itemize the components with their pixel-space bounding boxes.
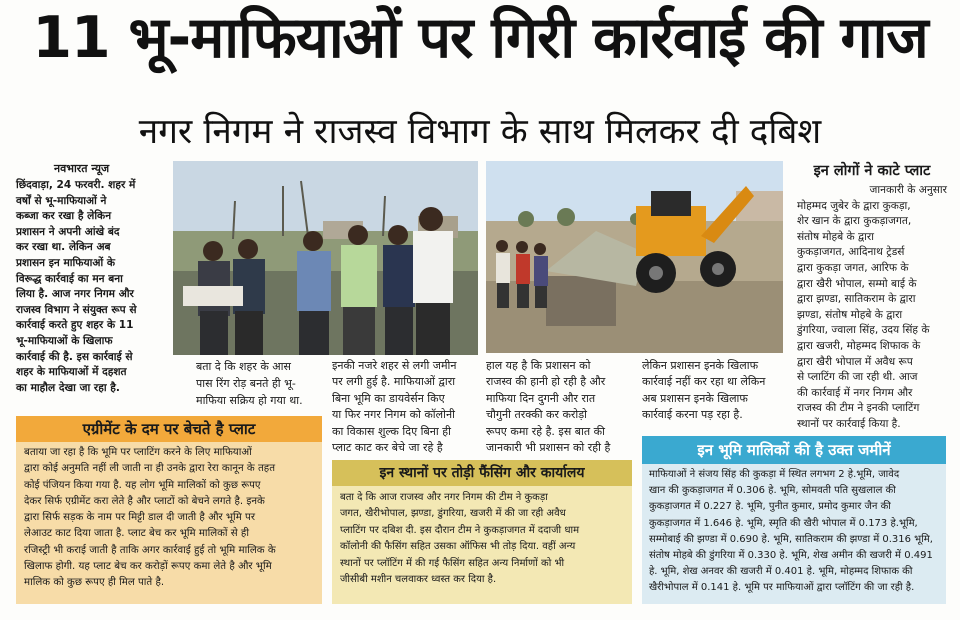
sidebar-line: स्थानों पर कार्रवाई किया है.	[797, 417, 901, 430]
sidebar-line: शेर खान के द्वारा कुकड़ाजगत,	[797, 215, 912, 228]
places-text	[332, 486, 632, 588]
text-line: कॉलोनी की फैसिंग सहित उसका ऑफिस भी तोड़ दिया. वहीं अन्य	[340, 541, 576, 553]
text-line: द्वारा कोई अनुमति नहीं ली जाती ना ही उनके द्वारा रेरा कानून के तहत	[24, 463, 276, 475]
text-line: खिलाफ होगी. यह प्लाट बेच कर करोड़ों रूपए कमा लेते है और भूमि	[24, 561, 272, 573]
intro-line: शहर के माफियाओं में दहशत	[16, 366, 127, 379]
caption-line: पास रिंग रोड़ बनते ही भू-	[196, 377, 296, 390]
byline: नवभारत न्यूज	[54, 162, 110, 175]
text-line: लेआउट काट दिया जाता है. प्लाट बेच कर भूमि मालिकों से ही	[24, 528, 249, 540]
text-line: या फिर नगर निगम को कॉलोनी	[332, 408, 455, 422]
text-line: अब प्रशासन इनके खिलाफ	[642, 391, 748, 405]
text-line: कोई पंजियन किया गया है. यह लोग भूमि मालिकों को कुछ रूपए	[24, 479, 261, 491]
sidebar-line: राजस्व की टीम ने इनकी प्लाटिंग	[797, 402, 920, 415]
intro-line: लिया है. आज नगर निगम और	[16, 288, 134, 301]
sidebar-line: डुंगरिया, ज्वाला सिंह, उदय सिंह के	[797, 324, 930, 337]
text-line: कुकड़ाजगत में 0.227 हे. भूमि, पुनीत कुमार, प्रमोद कुमार जैन की	[649, 501, 891, 513]
sidebar-line: द्वारा खैरी भोपाल में अवैध रूप	[797, 355, 913, 368]
intro-line: छिंदवाड़ा, 24 फरवरी. शहर में	[16, 179, 136, 191]
sidebar-line: संतोष मोहबे के द्वारा	[797, 230, 874, 243]
text-line: देकर सिर्फ एग्रीमेंट करा लेते है और प्लाटों को बेचने लगते है. इनके	[24, 495, 265, 507]
right-column-text-1	[486, 358, 630, 456]
text-line: कार्रवाई करना पड़ रहा है.	[642, 408, 743, 422]
text-line: स्थानों पर प्लॉटिंग में की गई फैसिंग सहित अन्य निर्माणों को भी	[340, 557, 565, 569]
text-line: लेकिन प्रशासन इनके खिलाफ	[642, 359, 759, 372]
text-line: इनकी नजरे शहर से लगी जमीन	[332, 359, 457, 372]
intro-line: प्रशासन इन माफियाओं के	[16, 256, 116, 269]
sidebar-line: द्वारा कुकड़ा जगत, आरिफ के	[797, 261, 909, 274]
intro-line: भू-माफियाओं के खिलाफ	[16, 334, 113, 347]
sidebar-title: इन लोगों ने काटे प्लाट	[813, 163, 931, 179]
headline: 11 भू-माफियाओं पर गिरी कार्रवाई की गाज	[32, 5, 928, 71]
intro-text	[16, 178, 166, 396]
agreement-section	[16, 416, 322, 604]
owners-section	[642, 436, 946, 604]
intro-line: कार्रवाई की है. इस कार्रवाई से	[16, 350, 133, 363]
intro-line: कार्रवाई करते हुए शहर के 11	[16, 319, 134, 332]
text-line: खैरीभोपाल में 0.141 हे. भूमि पर माफियाओं द्वारा प्लॉटिंग की जा रही है.	[649, 582, 915, 594]
places-title: इन स्थानों पर तोड़ी फैंसिंग और कार्यालय	[332, 460, 632, 486]
text-line: माफियाओं ने संजय सिंह की कुकड़ा में स्थित लगभग 2 हे.भूमि, जावेद	[649, 469, 900, 480]
sidebar-line: से प्लाटिंग की जा रही थी. आज	[797, 371, 918, 384]
text-line: माफिया दिन दुगनी और रात	[486, 391, 596, 405]
intro-line: विरूद्ध कार्रवाई का मन बना	[16, 272, 123, 285]
text-line: जानकारी भी प्रशासन को रही है	[486, 441, 611, 455]
text-line: रजिस्ट्री भी कराई जाती है ताकि अगर कार्रवाई हुई तो भूमि मालिक के	[24, 544, 276, 556]
text-line: जीसीबी मशीन चलवाकर ध्वस्त कर दिया है.	[340, 574, 497, 586]
text-line: द्वारा सिर्फ सड़क के नाम पर मिट्टी डाल दी जाती है और भूमि पर	[24, 512, 255, 524]
photo-caption-1	[196, 358, 314, 409]
agreement-title: एग्रीमेंट के दम पर बेचते है प्लाट	[16, 416, 322, 442]
owners-title: इन भूमि मालिकों की है उक्त जमीनें	[642, 436, 946, 464]
sidebar-line: की कार्रवाई में नगर निगम और	[797, 386, 913, 399]
caption-line: माफिया सक्रिय हो गया था.	[196, 394, 303, 407]
places-section	[332, 460, 632, 604]
text-line: राजस्व की हानी हो रही है और	[486, 375, 606, 389]
text-line: पर लगी हुई है. माफियाओं द्वारा	[332, 375, 456, 389]
text-line: का विकास शुल्क दिए बिना ही	[332, 424, 451, 438]
text-line: बताया जा रहा है कि भूमि पर प्लाटिंग करने के लिए माफियाओं	[24, 447, 252, 458]
text-line: जगत, खैरीभोपाल, झण्डा, डुंगरिया, खजरी में की जा रही अवैध	[340, 508, 566, 520]
sidebar-line: द्वारा खजरी, मोहम्मद शिफाक के	[797, 339, 921, 352]
intro-line: कर रखा था. लेकिन अब	[16, 241, 111, 254]
agreement-text	[16, 442, 322, 592]
photo-jcb	[486, 161, 783, 353]
right-column-text-2	[642, 358, 788, 424]
intro-line: प्रशासन ने अपनी आंखे बंद	[16, 225, 120, 238]
intro-line: राजस्व विभाग ने संयुक्त रूप से	[16, 303, 137, 316]
intro-line: वर्षों से भू-माफियाओं ने	[16, 194, 107, 207]
intro-line: कब्जा कर रखा है लेकिन	[16, 210, 112, 223]
sidebar-line: झण्डा, संतोष मोहबे के द्वारा	[797, 308, 903, 321]
text-line: कुकड़ाजगत में 1.646 हे. भूमि, स्मृति की खैरी भोपाल में 0.173 हे.भूमि,	[649, 517, 918, 529]
text-line: संतोष मोहबे की डुंगरिया में 0.330 हे. भूमि, शेख अमीन की खजरी में 0.491	[649, 550, 933, 562]
text-line: कार्रवाई नहीं कर रहा था लेकिन	[642, 375, 766, 389]
sidebar-line: मोहम्मद जुबेर के द्वारा कुकड़ा,	[797, 199, 911, 212]
text-line: बता दे कि आज राजस्व और नगर निगम की टीम ने कुकड़ा	[340, 492, 548, 503]
text-line: प्लाटिंग पर दबिश दी. इस दौरान टीम ने कुकड़ाजगत में ददाजी धाम	[340, 524, 580, 536]
text-line: चौगुनी तरक्की कर करोड़ो	[486, 408, 588, 422]
text-line: प्लाट काट कर बेचे जा रहे है	[332, 441, 443, 455]
sidebar-line: द्वारा झण्डा, सातिकराम के द्वारा	[797, 293, 916, 306]
text-line: रूपए कमा रहे है. इस बात की	[486, 424, 605, 438]
sidebar	[797, 161, 947, 433]
sidebar-line: कुकड़ाजगत, आदिनाथ ट्रेडर्स	[797, 246, 905, 259]
sidebar-line: द्वारा खैरी भोपाल, सम्मो बाई के	[797, 277, 917, 290]
middle-column-text	[332, 358, 480, 456]
caption-line: बता दे कि शहर के आस	[196, 360, 291, 373]
text-line: बिना भूमि का डायवेर्सन किए	[332, 391, 445, 405]
intro-line: का माहौल देखा जा रहा है.	[16, 381, 120, 394]
text-line: हाल यह है कि प्रशासन को	[486, 359, 591, 372]
subheadline: नगर निगम ने राजस्व विभाग के साथ मिलकर दी दबिश	[138, 112, 822, 152]
text-line: हे. भूमि, शेख अनवर की खजरी में 0.401 हे. भूमि, मोहम्मद शिफाक की	[649, 566, 913, 578]
photo-officials	[173, 161, 478, 355]
text-line: सम्मोबाई की झण्डा में 0.690 हे. भूमि, सातिकराम की झण्डा में 0.316 भूमि,	[649, 533, 933, 545]
text-line: खान की कुकड़ाजगत में 0.306 हे. भूमि, सोमवती पति सुखलाल की	[649, 485, 896, 497]
owners-text	[642, 464, 946, 597]
sidebar-text	[797, 183, 947, 433]
text-line: मालिक को कुछ रूपए ही मिल पाते है.	[24, 577, 165, 589]
sidebar-line: जानकारी के अनुसार	[869, 184, 947, 196]
